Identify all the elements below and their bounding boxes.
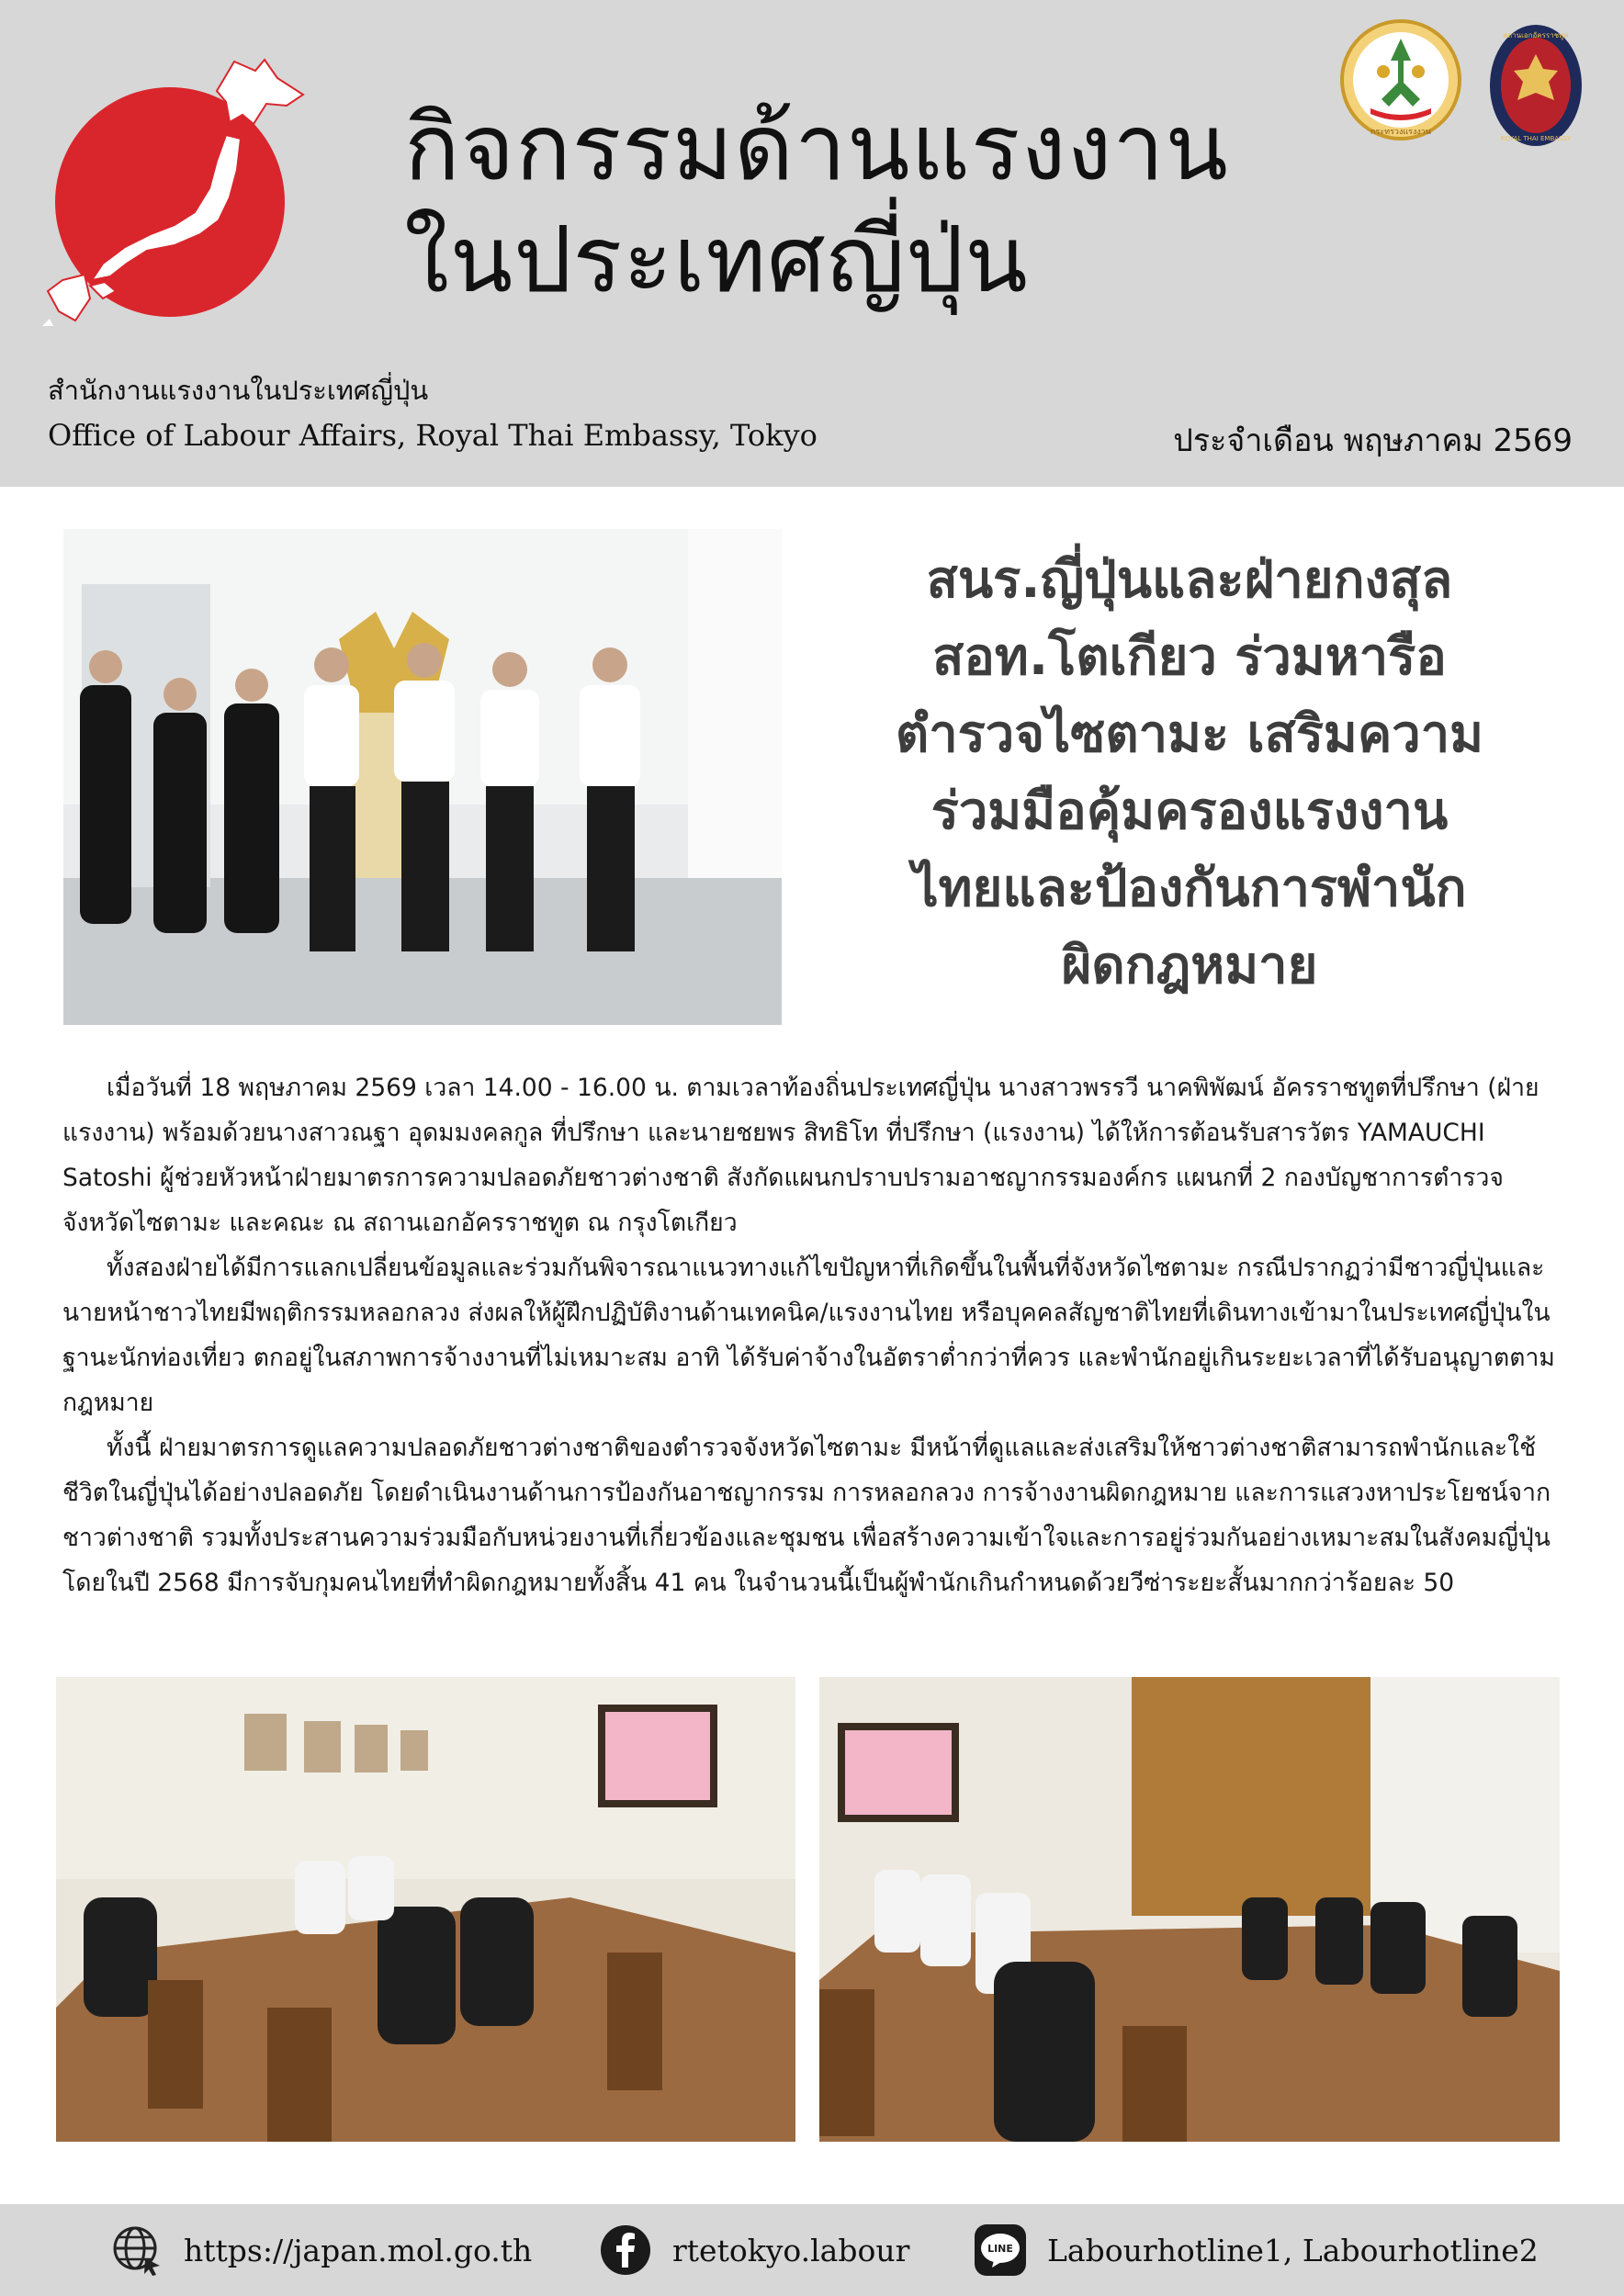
headline-line-3: ตำรวจไซตามะ เสริมความ — [895, 704, 1484, 764]
ministry-of-labour-seal — [1339, 18, 1462, 141]
title-line-1: กิจกรรมด้านแรงงาน — [404, 94, 1229, 201]
headline-line-4: ร่วมมือคุ้มครองแรงงาน — [930, 782, 1449, 841]
headline-line-5: ไทยและป้องกันการพำนัก — [912, 859, 1467, 918]
paragraph-3: ทั้งนี้ ฝ่ายมาตรการดูแลความปลอดภัยชาวต่างชาติของตำรวจจังหวัดไซตามะ มีหน้าที่ดูแลและส่งเสริมให้ชาวต่างชาติสามารถพำนักและใช้ชีวิตในญี่ปุ่นได้อย่างปลอดภัย โดยดำเนินงานด้านการป้องกันอาชญากรรม การหลอกลวง การจ้างงานผิดกฎหมาย และการแสวงหาประโยชน์จากชาวต่างชาติ รวมทั้งประสานความร่วมมือกับหน่วยงานที่เกี่ยวข้องและชุมชน เพื่อสร้างความเข้าใจและการอยู่ร่วมกันอย่างเหมาะสมในสังคมญี่ปุ่น โดยในปี 2568 มีการจับกุมคนไทยที่ทำผิดกฎหมายทั้งสิ้น 41 คน ในจำนวนนี้เป็นผู้พำนักเกินกำหนดด้วยวีซ่าระยะสั้นมากกว่าร้อยละ 50 — [62, 1434, 1551, 1597]
meeting-photo-left — [56, 1677, 795, 2142]
japan-map-logo — [37, 51, 321, 326]
headline-line-2: สอท.โตเกียว ร่วมหารือ — [932, 627, 1447, 687]
headline-line-6: ผิดกฎหมาย — [1061, 936, 1318, 996]
line-link[interactable] — [974, 2204, 1539, 2296]
facebook-icon — [599, 2223, 652, 2277]
headline-line-1: สนร.ญี่ปุ่นและฝ่ายกงสุล — [926, 550, 1453, 610]
embassy-seal-bottom-text: ROYAL THAI EMBASSY — [1500, 135, 1572, 142]
mol-seal-text: กระทรวงแรงงาน — [1370, 128, 1431, 137]
paragraph-1: เมื่อวันที่ 18 พฤษภาคม 2569 เวลา 14.00 - 16.00 น. ตามเวลาท้องถิ่นประเทศญี่ปุ่น นางสาวพรรวี นาคพิพัฒน์ อัครราชทูตที่ปรึกษา (ฝ่ายแรงงาน) พร้อมด้วยนางสาวณฐา อุดมมงคลกูล ที่ปรึกษา และนายชยพร สิทธิโท ที่ปรึกษา (แรงงาน) ได้ให้การต้อนรับสารวัตร YAMAUCHI Satoshi ผู้ช่วยหัวหน้าฝ่ายมาตรการความปลอดภัยชาวต่างชาติ สังกัดแผนกปราบปรามอาชญากรรมองค์กร แผนกที่ 2 กองบัญชาการตำรวจจังหวัดไซตามะ และคณะ ณ สถานเอกอัครราชทูต ณ กรุงโตเกียว — [62, 1074, 1539, 1237]
website-url: https://japan.mol.go.th — [184, 2232, 533, 2268]
meeting-photo-right — [819, 1677, 1560, 2142]
facebook-link[interactable] — [599, 2204, 909, 2296]
website-link[interactable] — [110, 2204, 532, 2296]
contact-footer — [0, 2204, 1624, 2296]
office-name-thai: สำนักงานแรงงานในประเทศญี่ปุ่น — [48, 375, 429, 406]
globe-icon — [110, 2223, 164, 2277]
line-accounts: Labourhotline1, Labourhotline2 — [1047, 2232, 1539, 2268]
newsletter-title — [404, 92, 1229, 316]
article-headline — [827, 542, 1552, 1005]
office-name-english: Office of Labour Affairs, Royal Thai Embassy, Tokyo — [48, 418, 818, 453]
group-photo — [63, 529, 782, 1025]
facebook-page: rtetokyo.labour — [672, 2232, 910, 2268]
title-line-2: ในประเทศญี่ปุ่น — [404, 206, 1029, 313]
line-badge-text: LINE — [987, 2243, 1013, 2255]
header-banner — [0, 0, 1624, 487]
line-icon — [974, 2223, 1027, 2277]
royal-thai-embassy-seal — [1488, 23, 1584, 148]
paragraph-2: ทั้งสองฝ่ายได้มีการแลกเปลี่ยนข้อมูลและร่วมกันพิจารณาแนวทางแก้ไขปัญหาที่เกิดขึ้นในพื้นที่จังหวัดไซตามะ กรณีปรากฏว่ามีชาวญี่ปุ่นและนายหน้าชาวไทยมีพฤติกรรมหลอกลวง ส่งผลให้ผู้ฝึกปฏิบัติงานด้านเทคนิค/แรงงานไทย หรือบุคคลสัญชาติไทยที่เดินทางเข้ามาในประเทศญี่ปุ่นในฐานะนักท่องเที่ยว ตกอยู่ในสภาพการจ้างงานที่ไม่เหมาะสม อาทิ ได้รับค่าจ้างในอัตราต่ำกว่าที่ควร และพำนักอยู่เกินระยะเวลาที่ได้รับอนุญาตตามกฎหมาย — [62, 1254, 1555, 1417]
article-body — [62, 1065, 1562, 1605]
embassy-seal-top-text: สถานเอกอัครราชทูต — [1503, 31, 1569, 39]
issue-month: ประจำเดือน พฤษภาคม 2569 — [1173, 422, 1573, 459]
